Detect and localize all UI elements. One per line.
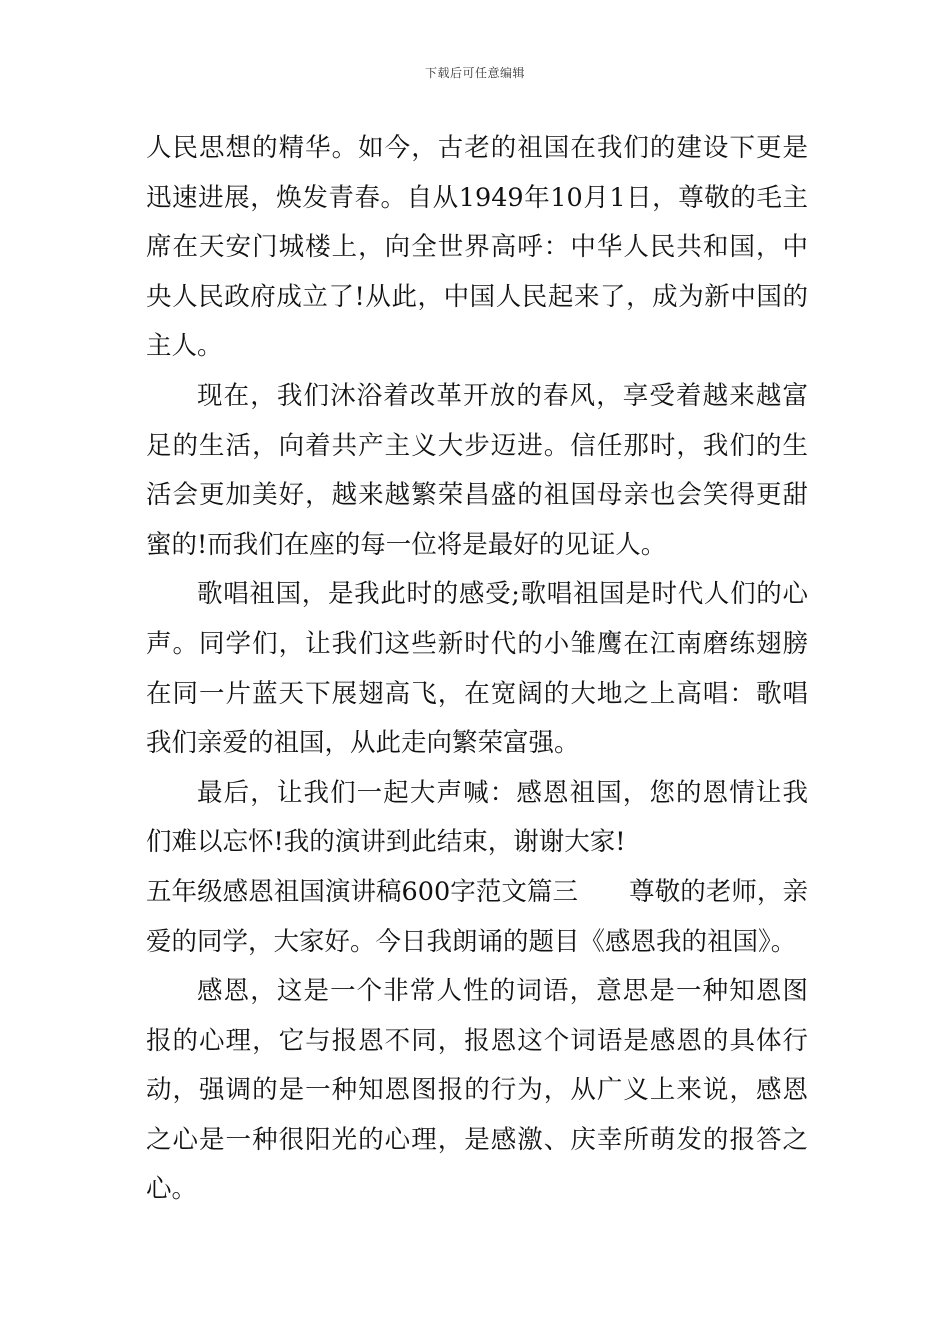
paragraph-1: 人民思想的精华。如今，古老的祖国在我们的建设下更是迅速进展，焕发青春。自从1949年10月1日，尊敬的毛主席在天安门城楼上，向全世界高呼：中华人民共和国，中央人民政府成立了!从此，中国人民起来了，成为新中国的主人。 <box>146 133 808 362</box>
paragraph-6: 感恩，这是一个非常人性的词语，意思是一种知恩图报的心理，它与报恩不同，报恩这个词语是感恩的具体行动，强调的是一种知恩图报的行为，从广义上来说，感恩之心是一种很阳光的心理，是感激、庆幸所萌发的报答之心。 <box>146 976 808 1205</box>
paragraph-5: 五年级感恩祖国演讲稿600字范文篇三 尊敬的老师，亲爱的同学，大家好。今日我朗诵的题目《感恩我的祖国》。 <box>146 876 808 957</box>
page-header: 下载后可任意编辑 <box>424 66 525 80</box>
document-body <box>146 124 808 1215</box>
paragraph-4: 最后，让我们一起大声喊：感恩祖国，您的恩情让我们难以忘怀!我的演讲到此结束，谢谢大家! <box>146 777 808 858</box>
paragraph-2: 现在，我们沐浴着改革开放的春风，享受着越来越富足的生活，向着共产主义大步迈进。信任那时，我们的生活会更加美好，越来越繁荣昌盛的祖国母亲也会笑得更甜蜜的!而我们在座的每一位将是最好的见证人。 <box>146 380 808 560</box>
paragraph-3: 歌唱祖国，是我此时的感受;歌唱祖国是时代人们的心声。同学们，让我们这些新时代的小雏鹰在江南磨练翅膀在同一片蓝天下展翅高飞，在宽阔的大地之上高唱：歌唱我们亲爱的祖国，从此走向繁荣富强。 <box>146 579 808 759</box>
